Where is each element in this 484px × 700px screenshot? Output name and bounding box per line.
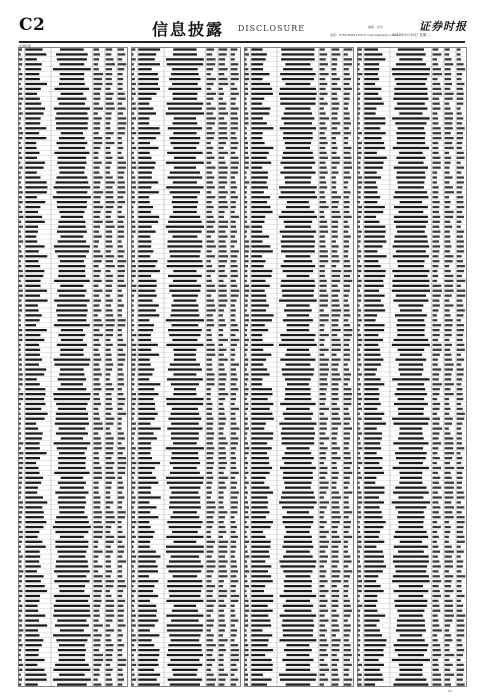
date-line: 2018年4月10日 星期二 [392,33,430,37]
table-column-2 [131,47,241,687]
newspaper-logo: 证券时报 [419,20,467,33]
footer-code: C2 [448,689,453,693]
editor-line: 编辑 · 校对 [368,25,383,29]
masthead-rule [19,41,465,43]
table-column-1 [18,47,128,687]
section-title: 信息披露 [152,20,225,39]
table-column-4 [357,47,467,687]
contact-line: 电话：0755-83501750 E-mail:zqsb@stcn.com [330,33,398,37]
section-title-english: DISCLOSURE [238,24,306,33]
table-grid-1 [18,47,128,687]
page-number: C2 [19,15,46,35]
table-grid-2 [131,47,241,687]
table-column-3 [244,47,354,687]
table-grid-3 [244,47,354,687]
table-heading: 证券代码 [19,44,32,48]
masthead [0,0,484,42]
disclosure-table-area [18,47,466,687]
table-grid-4 [357,47,467,687]
